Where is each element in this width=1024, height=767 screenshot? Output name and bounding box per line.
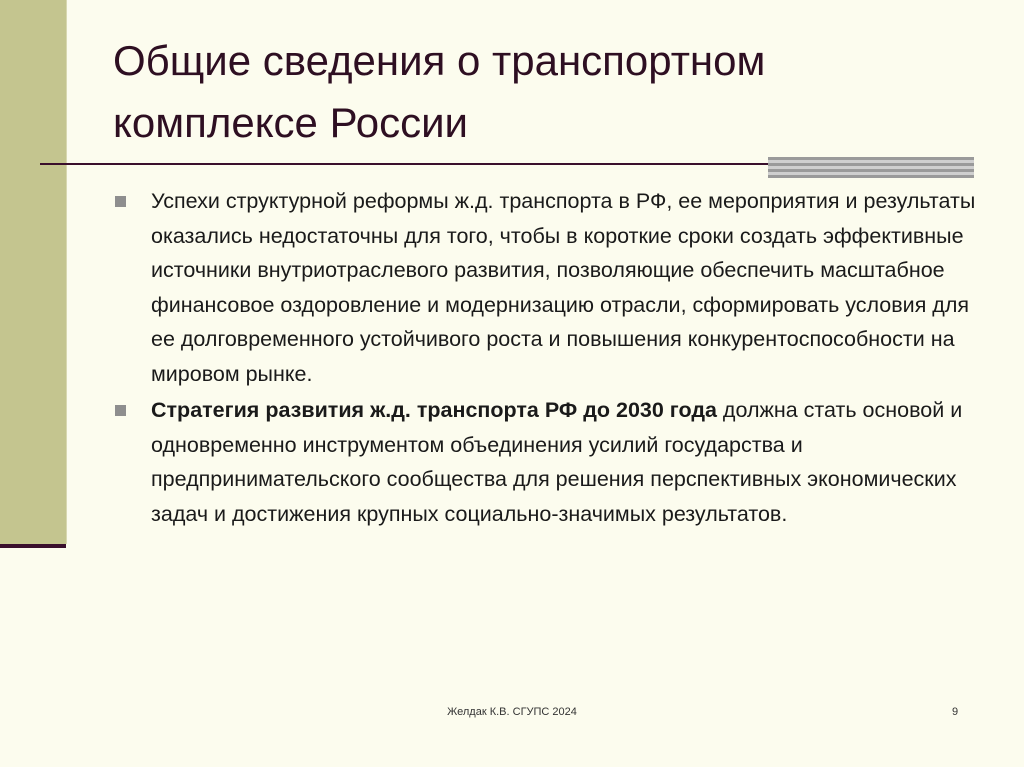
left-decorative-band xyxy=(0,0,67,544)
bullet-1-text: Успехи структурной реформы ж.д. транспорта в РФ, ее мероприятия и результаты оказались недостаточны для того, чтобы в короткие сроки создать эффективные источники внутриотраслевого развития, позволяющие обеспечить масштабное финансовое оздоровление и модернизацию отрасли, сформировать условия для ее долговременного устойчивого роста и повышения конкурентоспособности на мировом рынке. xyxy=(151,189,976,386)
left-band-rule xyxy=(0,544,66,548)
slide-title-line-2: комплексе России xyxy=(113,99,469,146)
slide-title xyxy=(113,30,973,154)
page-number: 9 xyxy=(952,706,959,718)
square-bullet-icon xyxy=(115,405,126,416)
bullet-2-bold-text: Стратегия развития ж.д. транспорта РФ до 2030 года xyxy=(151,398,717,422)
bullet-2-text: должна стать основой и одновременно инструментом объединения усилий государства и предпринимательского сообщества для решения перспективных экономических задач и достижения крупных социально-значимых результатов. xyxy=(151,398,963,526)
title-accent-bar xyxy=(768,157,974,178)
bullet-item-2 xyxy=(113,393,983,531)
slide-content xyxy=(113,184,983,533)
slide-title-line-1: Общие сведения о транспортном xyxy=(113,37,766,84)
slide-footer: Желдак К.В. СГУПС 2024 xyxy=(447,706,577,718)
bullet-item-1 xyxy=(113,184,983,391)
square-bullet-icon xyxy=(115,196,126,207)
